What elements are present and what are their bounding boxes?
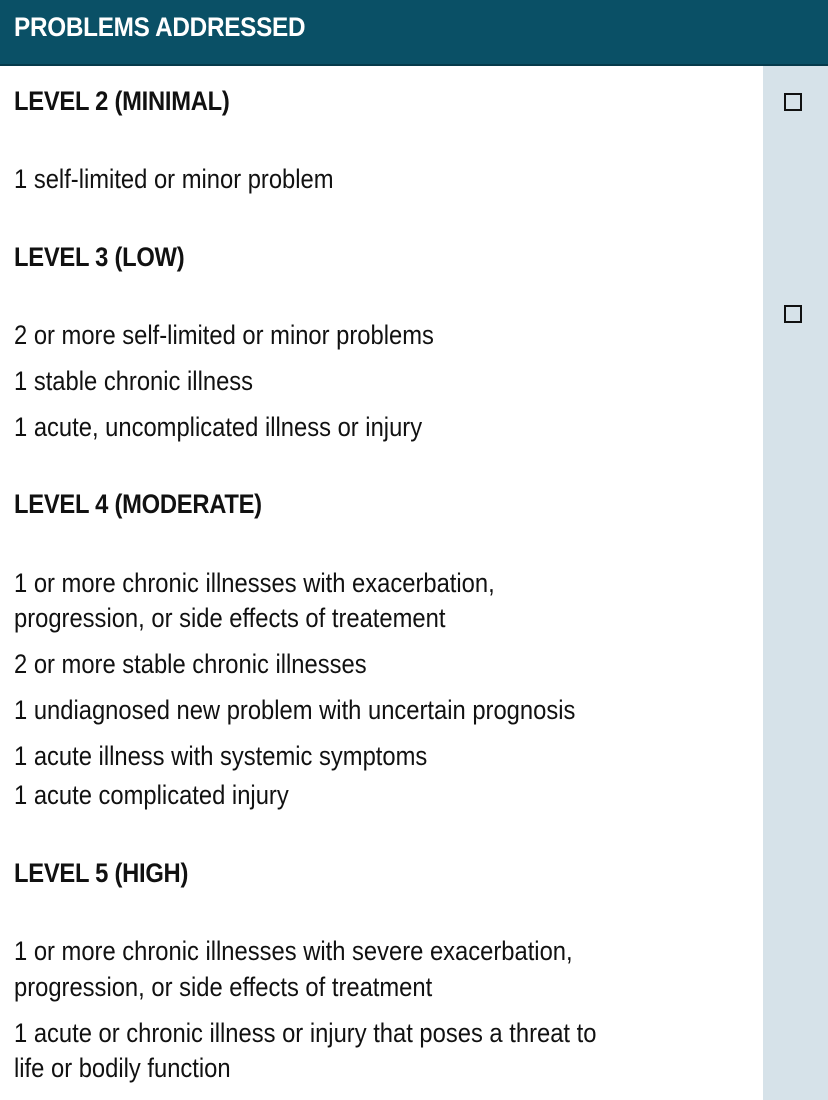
level-4-criterion-continued: progression, or side effects of treatement [14, 603, 446, 633]
level-5-criterion-continued: life or bodily function [14, 1053, 231, 1083]
level-5-criterion-continued: progression, or side effects of treatment [14, 972, 433, 1002]
level-4-criterion: 1 or more chronic illnesses with exacerbation, [14, 568, 495, 598]
level-4-criterion: 1 undiagnosed new problem with uncertain prognosis [14, 695, 576, 725]
level-3-checkbox[interactable] [784, 305, 802, 323]
level-5-heading: LEVEL 5 (HIGH) [14, 858, 189, 888]
section-title: PROBLEMS ADDRESSED [14, 12, 306, 42]
level-2-heading: LEVEL 2 (MINIMAL) [14, 86, 230, 116]
level-3-heading: LEVEL 3 (LOW) [14, 242, 185, 272]
level-3-criterion: 1 acute, uncomplicated illness or injury [14, 412, 423, 442]
checkbox-column [763, 66, 828, 1100]
level-2-checkbox[interactable] [784, 93, 802, 111]
level-2-criterion: 1 self-limited or minor problem [14, 164, 334, 194]
level-3-criterion: 1 stable chronic illness [14, 366, 254, 396]
level-4-criterion: 1 acute complicated injury [14, 780, 289, 810]
level-4-criterion: 1 acute illness with systemic symptoms [14, 741, 428, 771]
level-4-criterion: 2 or more stable chronic illnesses [14, 649, 367, 679]
level-4-heading: LEVEL 4 (MODERATE) [14, 489, 262, 519]
level-3-criterion: 2 or more self-limited or minor problems [14, 320, 434, 350]
level-5-criterion: 1 or more chronic illnesses with severe exacerbation, [14, 936, 573, 966]
section-header [0, 0, 828, 66]
level-5-criterion: 1 acute or chronic illness or injury that poses a threat to [14, 1018, 597, 1048]
